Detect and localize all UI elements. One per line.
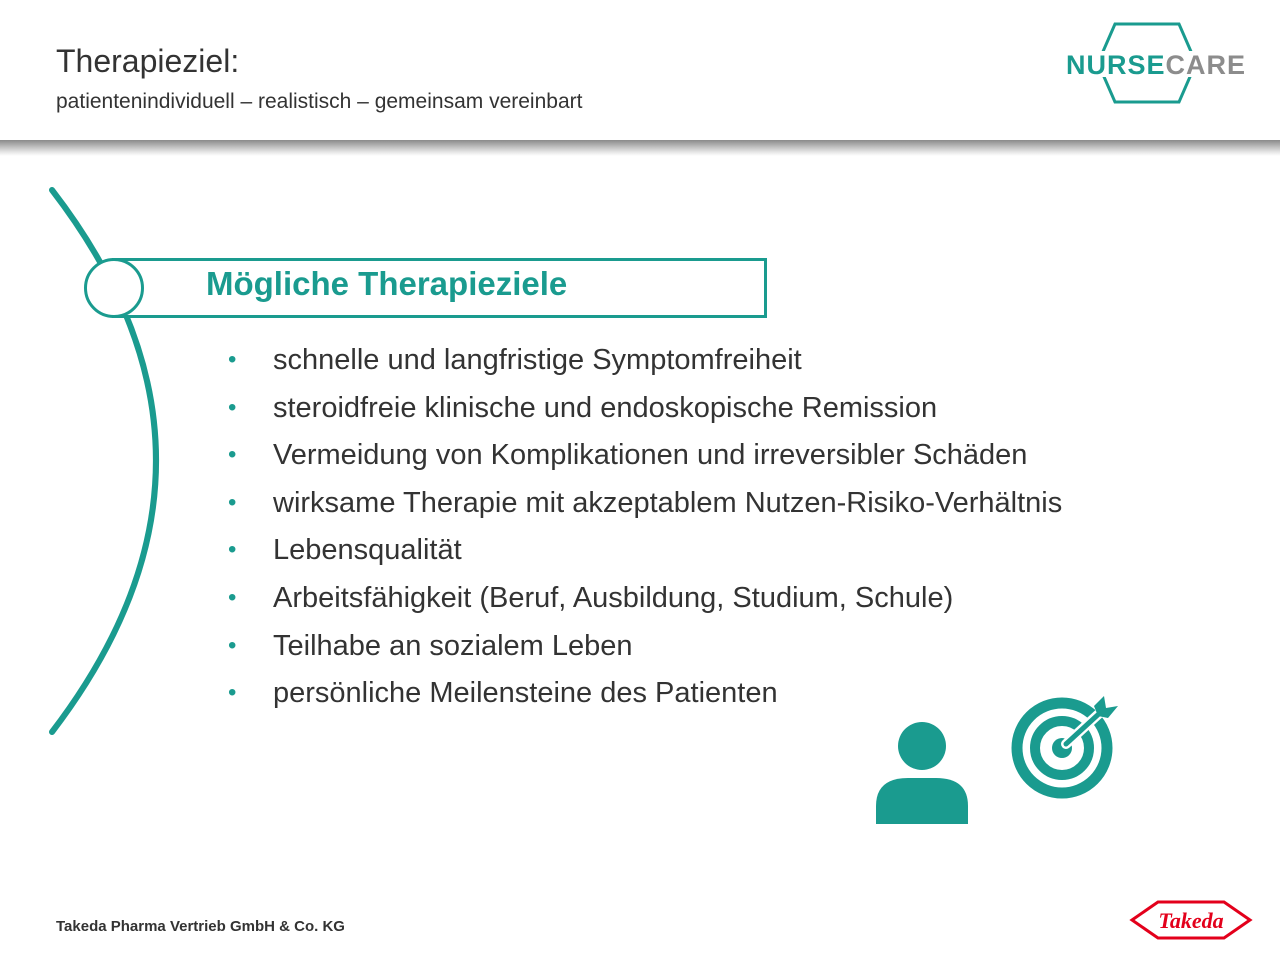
slide-title: Therapieziel: [56,43,240,79]
header-divider [0,140,1280,156]
heading-circle [84,258,144,318]
takeda-logo [1128,896,1254,944]
bullet-dot: • [228,536,237,564]
bullet-dot: • [228,441,237,469]
person-icon [872,720,972,824]
bullet-dot: • [228,631,237,659]
footer-company: Takeda Pharma Vertrieb GmbH & Co. KG [56,918,345,935]
logo-text-nurse: NURSE [1066,50,1166,80]
logo-text-care: CARE [1165,50,1247,80]
slide-header [0,0,1280,140]
list-item-text: Teilhabe an sozialem Leben [273,629,633,662]
bullet-dot: • [228,488,237,516]
svg-text:NURSECARE [1066,50,1246,80]
list-item-text: Lebensqualität [273,534,462,567]
list-item-text: wirksame Therapie mit akzeptablem Nutzen-Risiko-Verhältnis [273,486,1063,519]
list-item-text: steroidfreie klinische und endoskopische Remission [273,391,938,424]
list-item-text: Vermeidung von Komplikationen und irreversibler Schäden [273,439,1028,472]
bullet-dot: • [228,393,237,421]
bullet-dot: • [228,583,237,611]
list-item-text: Arbeitsfähigkeit (Beruf, Ausbildung, Studium, Schule) [273,581,954,614]
list-item-text: schnelle und langfristige Symptomfreiheit [273,344,802,376]
target-icon [1010,692,1122,802]
slide-subtitle: patientenindividuell – realistisch – gemeinsam vereinbart [56,90,583,113]
section-heading: Mögliche Therapieziele [206,265,568,302]
list-item-text: persönliche Meilensteine des Patienten [273,677,778,710]
nursecare-logo [1060,18,1260,108]
bullet-dot: • [228,346,237,373]
bullet-dot: • [228,679,237,707]
takeda-logo-text: Takeda [1158,908,1224,933]
